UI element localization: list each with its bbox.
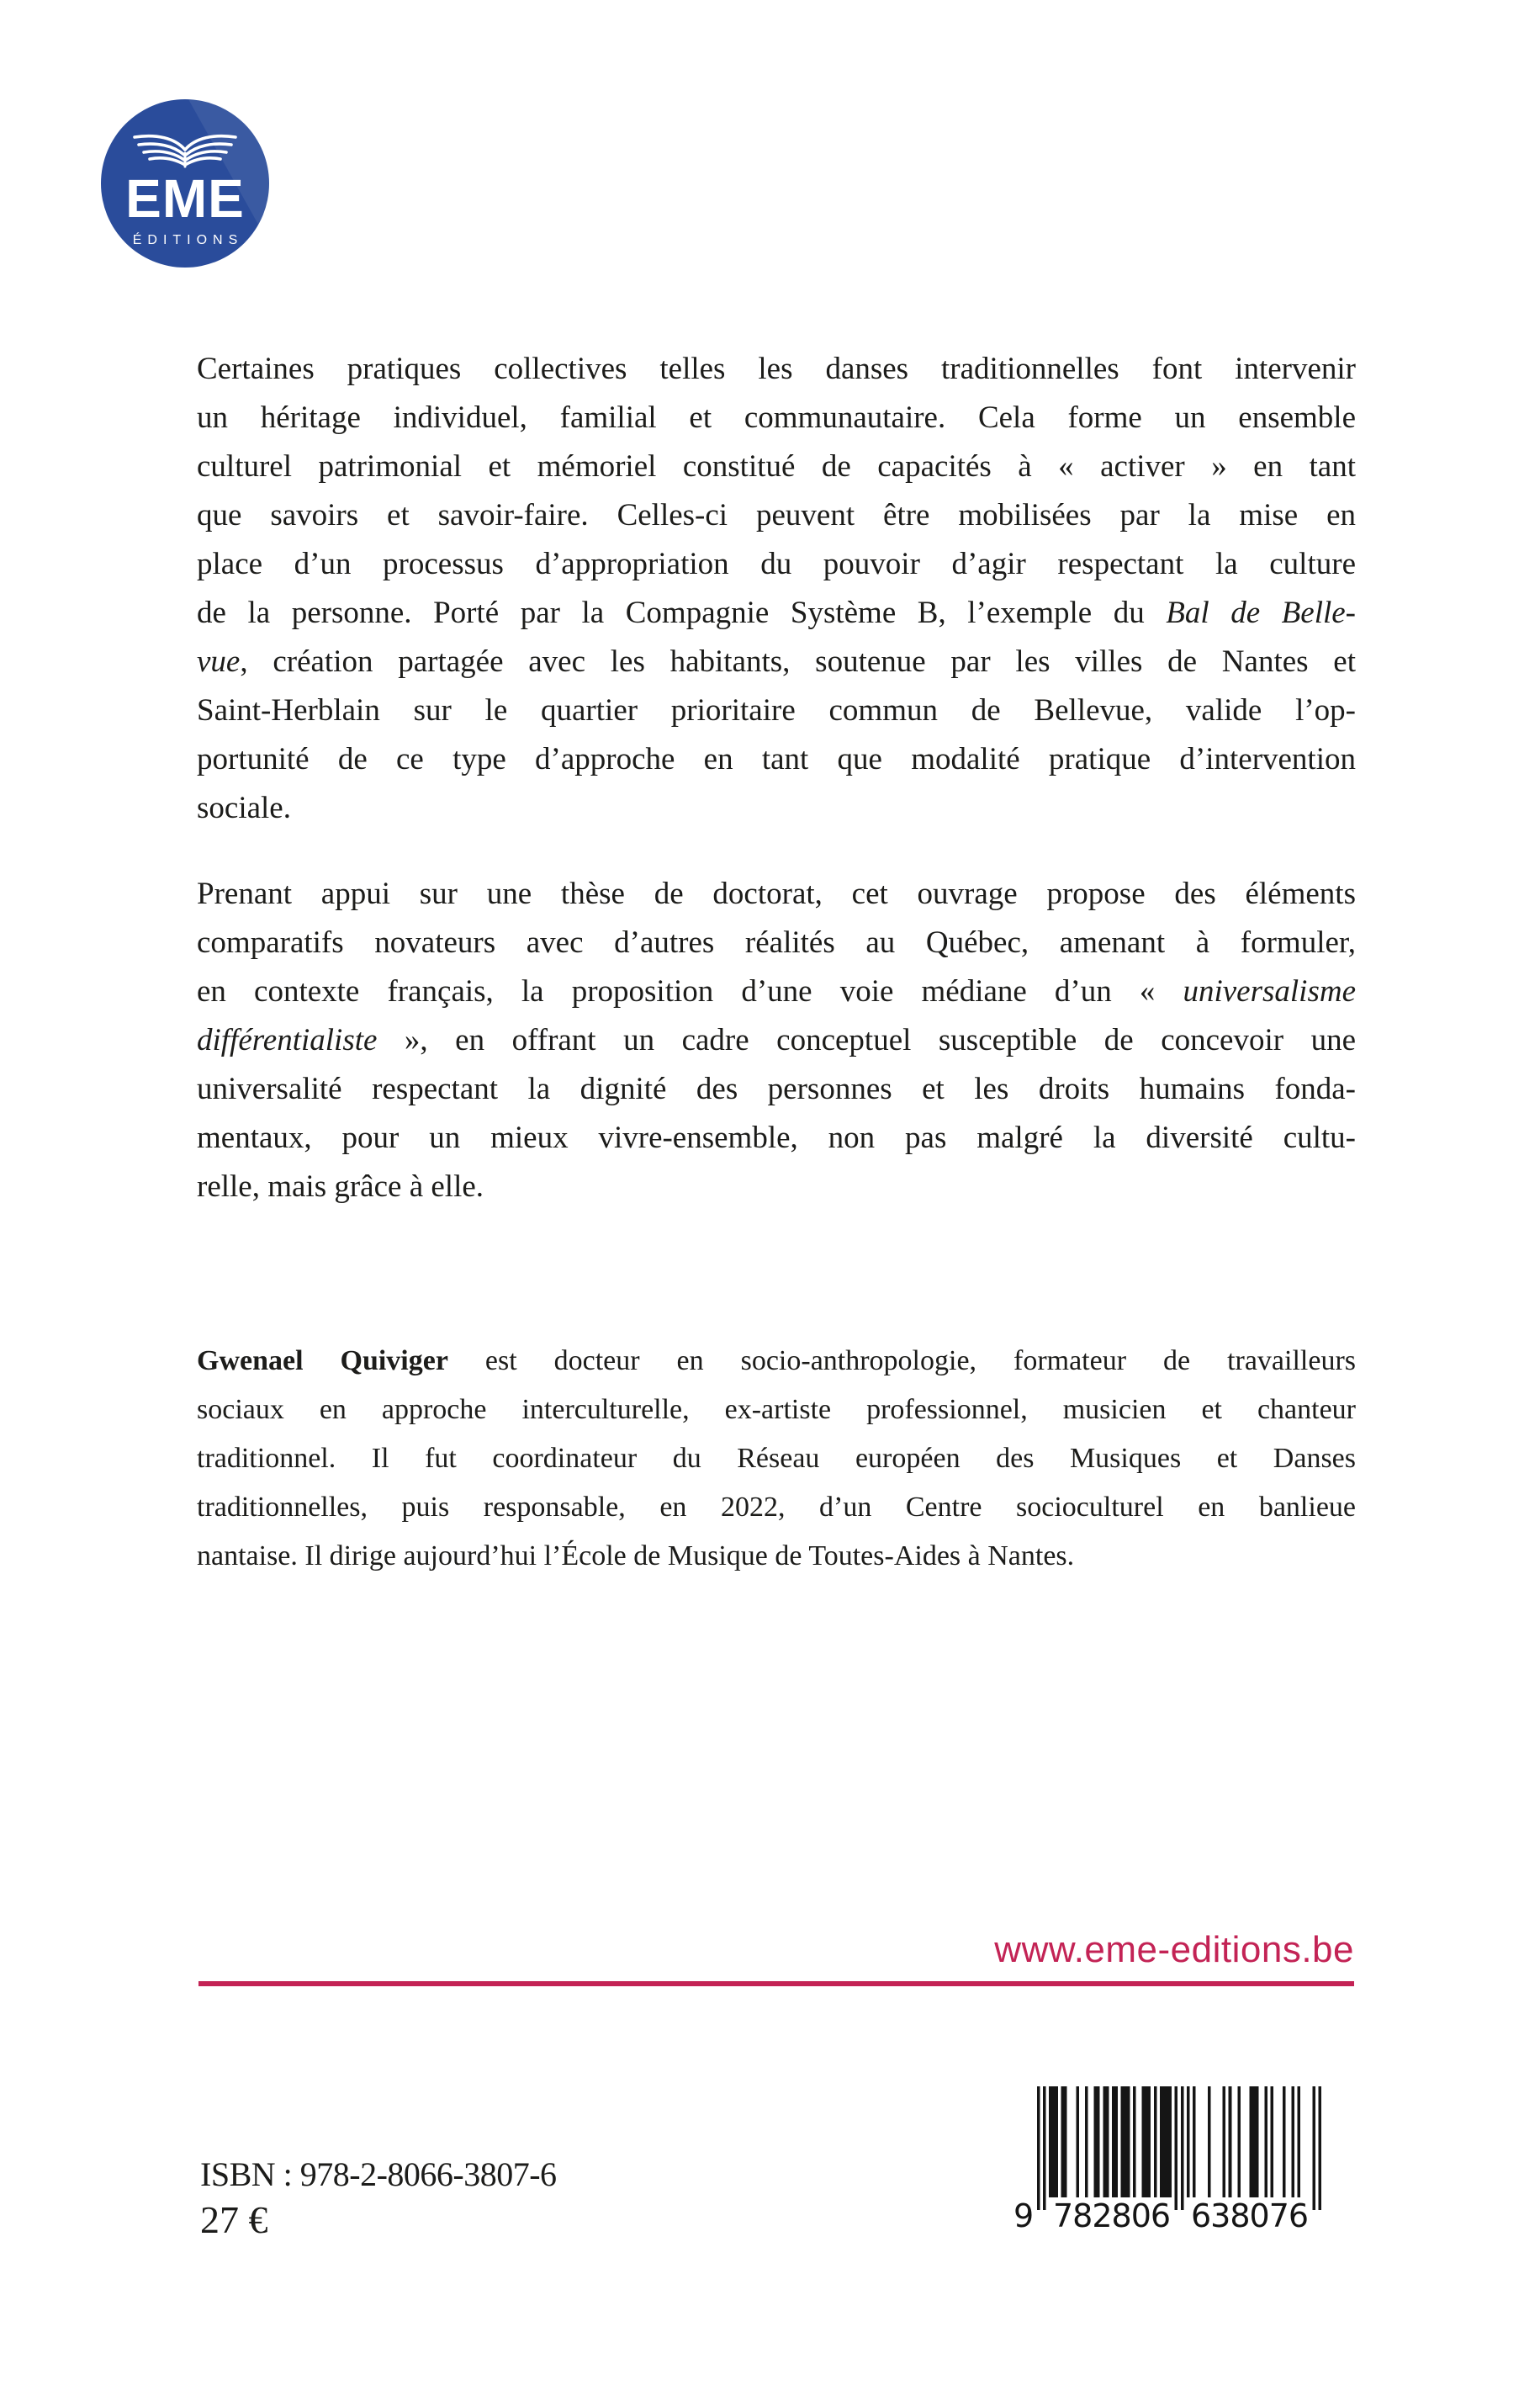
barcode-digit-lead: 9 bbox=[1013, 2197, 1034, 2234]
author-bio-paragraph bbox=[197, 1337, 1356, 1581]
logo-subtitle: ÉDITIONS bbox=[132, 233, 244, 247]
text-line: Saint-Herblain sur le quartier prioritaire commun de Bellevue, valide l’op- bbox=[197, 693, 1356, 728]
text-line: Gwenael Quiviger est docteur en socio-anthropologie, formateur de travailleurs bbox=[197, 1345, 1356, 1376]
text-line: nantaise. Il dirige aujourd’hui l’École de Musique de Toutes-Aides à Nantes. bbox=[197, 1540, 1075, 1571]
text-line: un héritage individuel, familial et communautaire. Cela forme un ensemble bbox=[197, 400, 1356, 435]
text-line: différentialiste », en offrant un cadre conceptuel susceptible de concevoir une bbox=[197, 1023, 1356, 1057]
barcode bbox=[1013, 2086, 1342, 2238]
text-line: place d’un processus d’appropriation du pouvoir d’agir respectant la culture bbox=[197, 547, 1356, 581]
text-line: que savoirs et savoir-faire. Celles-ci peuvent être mobilisées par la mise en bbox=[197, 498, 1356, 533]
barcode-bars bbox=[1037, 2086, 1321, 2210]
text-line: Certaines pratiques collectives telles les danses traditionnelles font intervenir bbox=[197, 352, 1356, 386]
text-line: traditionnelles, puis responsable, en 2022, d’un Centre socioculturel en banlieue bbox=[197, 1492, 1356, 1523]
text-line: relle, mais grâce à elle. bbox=[197, 1169, 484, 1204]
text-line: vue, création partagée avec les habitants, soutenue par les villes de Nantes et bbox=[197, 644, 1356, 679]
text-line: traditionnel. Il fut coordinateur du Réseau européen des Musiques et Danses bbox=[197, 1443, 1356, 1474]
publisher-logo bbox=[101, 99, 269, 268]
publisher-website-url: www.eme-editions.be bbox=[994, 1929, 1354, 1970]
logo-acronym: EME bbox=[125, 168, 245, 229]
text-line: Prenant appui sur une thèse de doctorat, cet ouvrage propose des éléments bbox=[197, 877, 1356, 911]
text-line: sociaux en approche interculturelle, ex-artiste professionnel, musicien et chanteur bbox=[197, 1394, 1356, 1425]
text-line: mentaux, pour un mieux vivre-ensemble, non pas malgré la diversité cultu- bbox=[197, 1121, 1356, 1155]
text-line: comparatifs novateurs avec d’autres réalités au Québec, amenant à formuler, bbox=[197, 925, 1356, 960]
barcode-digits-group1: 782806 bbox=[1053, 2197, 1171, 2234]
text-line: universalité respectant la dignité des personnes et les droits humains fonda- bbox=[197, 1072, 1356, 1106]
synopsis-paragraph-1 bbox=[197, 345, 1356, 833]
text-line: en contexte français, la proposition d’une voie médiane d’un « universalisme bbox=[197, 974, 1356, 1009]
open-book-icon bbox=[131, 131, 239, 168]
synopsis-paragraph-2 bbox=[197, 870, 1356, 1211]
text-line: de la personne. Porté par la Compagnie Système B, l’exemple du Bal de Belle- bbox=[197, 596, 1356, 630]
barcode-digits-group2: 638076 bbox=[1191, 2197, 1309, 2234]
divider-line bbox=[198, 1981, 1354, 1986]
text-line: portunité de ce type d’approche en tant que modalité pratique d’intervention bbox=[197, 742, 1356, 776]
text-line: sociale. bbox=[197, 791, 291, 825]
text-line: culturel patrimonial et mémoriel constitué de capacités à « activer » en tant bbox=[197, 449, 1356, 484]
price-text: 27 € bbox=[200, 2198, 268, 2241]
isbn-text: ISBN : 978-2-8066-3807-6 bbox=[200, 2155, 557, 2193]
